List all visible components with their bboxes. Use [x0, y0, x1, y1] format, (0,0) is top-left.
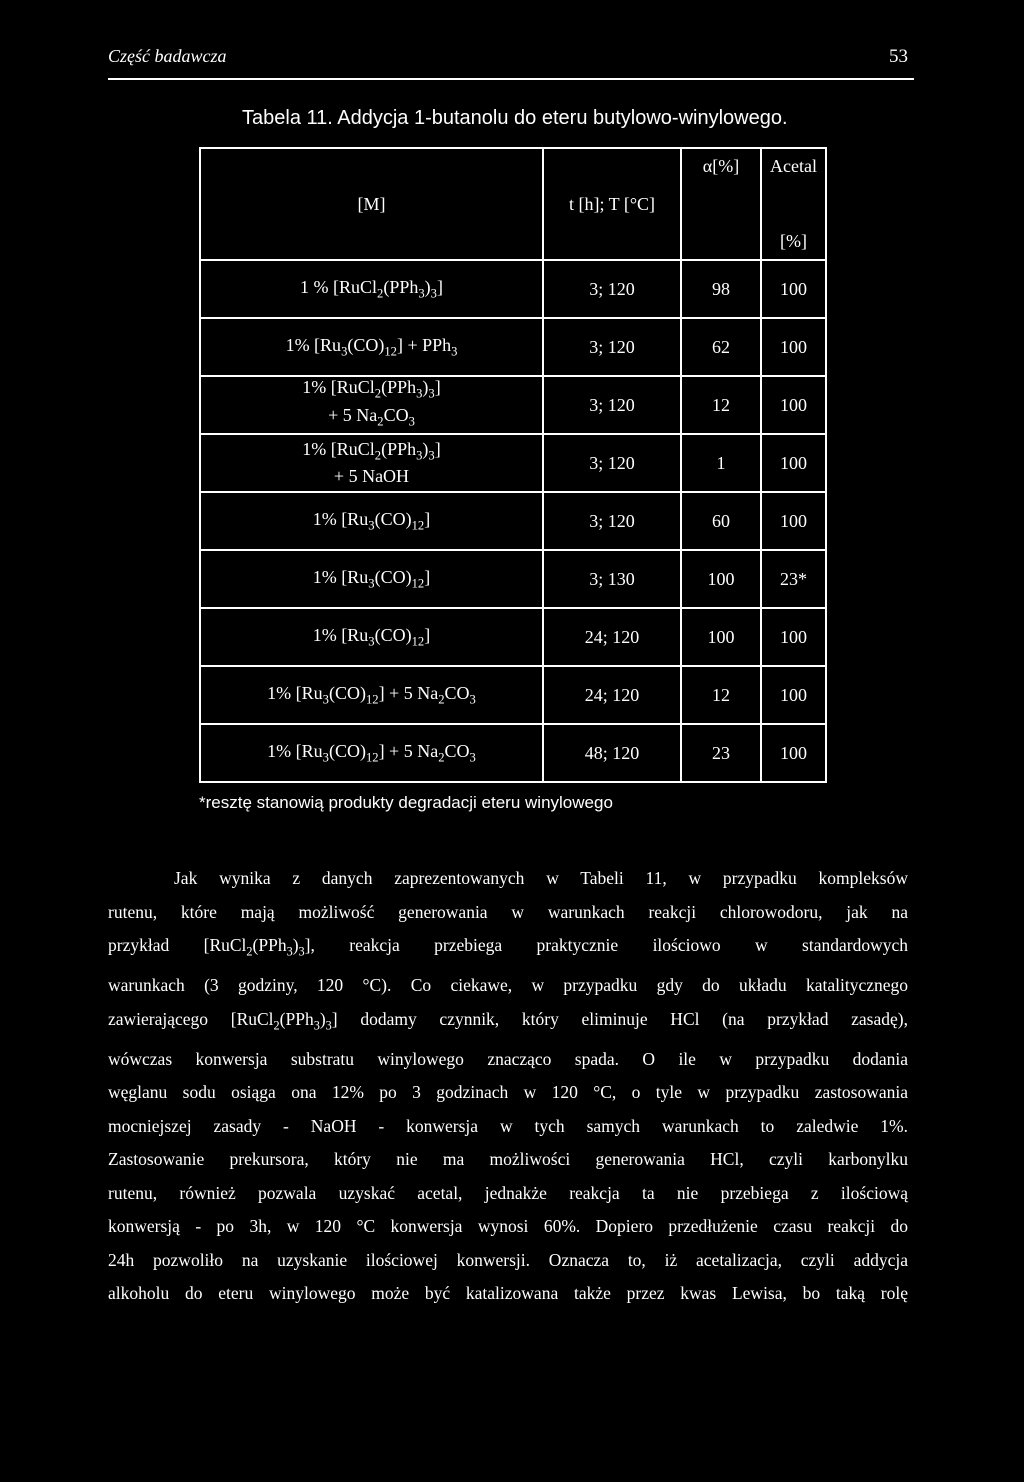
cell-catalyst: 1 % $[RuCl_2(PPh_3)_3]$ [200, 260, 543, 318]
cell-conversion: 1 [681, 434, 761, 492]
cell-acetal: 100 [761, 608, 826, 666]
header-acetal-label: Acetal [770, 156, 817, 176]
cell-acetal: 100 [761, 260, 826, 318]
table-body [200, 260, 826, 782]
body-line: węglanu sodu osiąga ona 12% po 3 godzinach w 120 °C, o tyle w przypadku zastosowania [108, 1082, 908, 1102]
cell-acetal: 100 [761, 434, 826, 492]
body-line: przykład $[RuCl_2(PPh_3)_3]$, reakcja przebiega praktycznie ilościowo w standardowych [108, 935, 908, 959]
cell-acetal: 100 [761, 724, 826, 782]
cell-catalyst: 1% $[Ru_3(CO)_{12}]$ [200, 608, 543, 666]
running-title: Część badawcza [108, 46, 227, 66]
table-row [200, 318, 826, 376]
cell-acetal: 23* [761, 550, 826, 608]
body-line: wówczas konwersja substratu winylowego znacząco spada. O ile w przypadku dodania [108, 1048, 908, 1069]
body-line: Zastosowanie prekursora, który nie ma możliwości generowania HCl, czyli karbonylku [108, 1149, 908, 1169]
cell-catalyst: 1% $[Ru_3(CO)_{12}]$ [200, 550, 543, 608]
body-line: konwersją - po 3h, w 120 °C konwersja wynosi 60%. Dopiero przedłużenie czasu reakcji do [108, 1216, 908, 1236]
body-paragraph [108, 862, 908, 1311]
cell-conversion: 98 [681, 260, 761, 318]
cell-conditions: 24; 120 [543, 666, 681, 724]
body-line: rutenu, które mają możliwość generowania w warunkach reakcji chlorowodoru, jak na [108, 901, 908, 922]
body-line: rutenu, również pozwala uzyskać acetal, jednakże reakcja ta nie przebiega z ilościową [108, 1182, 908, 1203]
cell-catalyst: 1% $[Ru_3(CO)_{12}]$ [200, 492, 543, 550]
cell-conditions: 3; 120 [543, 492, 681, 550]
cell-conversion: 23 [681, 724, 761, 782]
header-catalyst: [M] [200, 148, 543, 260]
cell-conditions: 48; 120 [543, 724, 681, 782]
body-line: zawierającego $[RuCl_2(PPh_3)_3]$ dodamy czynnik, który eliminuje HCl (na przykład zasadę), [108, 1008, 908, 1032]
body-line: warunkach (3 godziny, 120 °C). Co ciekawe, w przypadku gdy do układu katalitycznego [108, 975, 908, 995]
table-row [200, 724, 826, 782]
results-table-container [199, 147, 827, 783]
cell-catalyst: 1% $[Ru_3(CO)_{12}] + PPh_3$ [200, 318, 543, 376]
cell-conditions: 24; 120 [543, 608, 681, 666]
cell-conversion: 100 [681, 550, 761, 608]
cell-acetal: 100 [761, 666, 826, 724]
cell-acetal: 100 [761, 376, 826, 434]
table-row [200, 608, 826, 666]
table-footnote: *resztę stanowią produkty degradacji eteru winylowego [199, 793, 613, 812]
table-row [200, 376, 826, 434]
body-line: alkoholu do eteru winylowego może być katalizowana także przez kwas Lewisa, bo taką rolę [108, 1283, 908, 1303]
cell-catalyst: 1% $[RuCl_2(PPh_3)_3]$ + 5 NaOH [200, 434, 543, 492]
cell-acetal: 100 [761, 492, 826, 550]
body-line: Jak wynika z danych zaprezentowanych w Tabeli 11, w przypadku kompleksów [174, 868, 908, 888]
table-row [200, 434, 826, 492]
cell-conditions: 3; 120 [543, 376, 681, 434]
cell-conditions: 3; 130 [543, 550, 681, 608]
cell-catalyst: 1% $[Ru_3(CO)_{12}] + 5$ $Na_2CO_3$ [200, 666, 543, 724]
cell-catalyst: 1% $[RuCl_2(PPh_3)_3]$ + 5 $Na_2CO_3$ [200, 376, 543, 434]
header-conversion-label: α[%] [702, 156, 740, 176]
table-row [200, 492, 826, 550]
cell-conversion: 100 [681, 608, 761, 666]
table-header-row [200, 148, 826, 260]
cell-conversion: 12 [681, 666, 761, 724]
cell-conversion: 60 [681, 492, 761, 550]
body-line: 24h pozwoliło na uzyskanie ilościowej konwersji. Oznacza to, iż acetalizacja, czyli addycja [108, 1249, 908, 1270]
header-acetal [761, 148, 826, 260]
page-header [108, 46, 914, 80]
cell-conditions: 3; 120 [543, 434, 681, 492]
table-row [200, 260, 826, 318]
header-acetal-unit: [%] [780, 231, 807, 251]
body-line: mocniejszej zasady - NaOH - konwersja w tych samych warunkach to zaledwie 1%. [108, 1115, 908, 1136]
page-number: 53 [889, 46, 908, 67]
cell-conversion: 12 [681, 376, 761, 434]
cell-acetal: 100 [761, 318, 826, 376]
table-row [200, 550, 826, 608]
cell-conversion: 62 [681, 318, 761, 376]
cell-conditions: 3; 120 [543, 318, 681, 376]
cell-catalyst: 1% $[Ru_3(CO)_{12}] + 5$ $Na_2CO_3$ [200, 724, 543, 782]
cell-conditions: 3; 120 [543, 260, 681, 318]
table-row [200, 666, 826, 724]
results-table [199, 147, 827, 783]
header-conversion [681, 148, 761, 260]
header-conditions: t [h]; T [°C] [543, 148, 681, 260]
table-caption: Tabela 11. Addycja 1-butanolu do eteru butylowo-winylowego. [242, 107, 788, 129]
